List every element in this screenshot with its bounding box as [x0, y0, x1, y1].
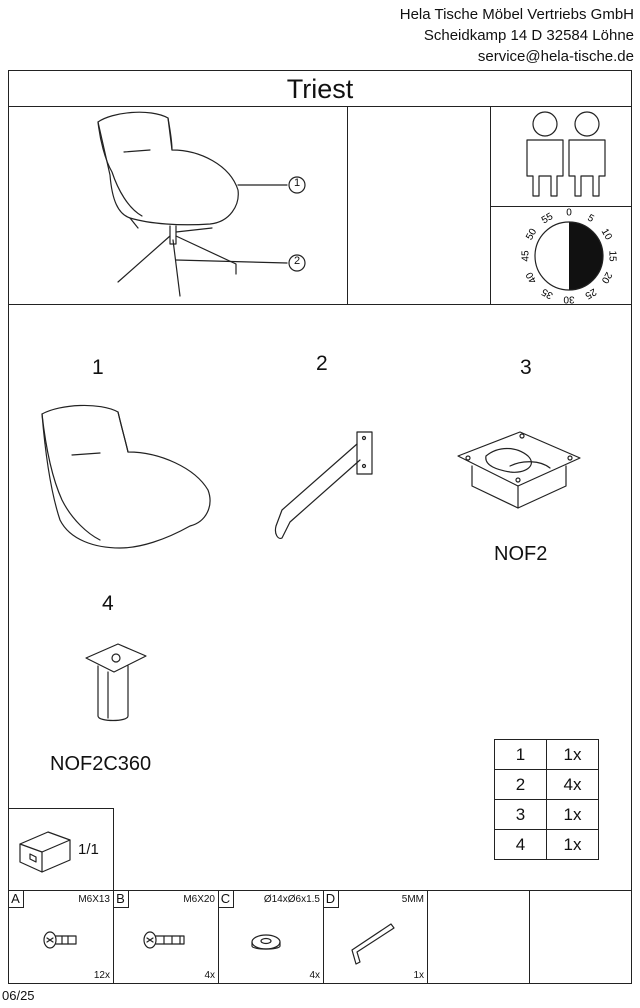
hardware-letter-b: B — [113, 890, 129, 908]
timer-label: 50 — [524, 226, 540, 243]
hardware-spec-c: Ø14xØ6x1.5 — [263, 894, 320, 905]
revision-date: 06/25 — [2, 988, 35, 1003]
company-email: service@hela-tische.de — [477, 48, 634, 65]
bolt-icon — [44, 932, 76, 948]
qty-part: 1 — [495, 740, 547, 770]
qty-part: 3 — [495, 800, 547, 830]
timer-label: 15 — [606, 250, 618, 262]
timer-label: 35 — [539, 285, 556, 301]
timer-label: 40 — [524, 269, 540, 286]
callout-1: 1 — [293, 177, 301, 189]
hardware-spec-a: M6X13 — [78, 894, 110, 905]
product-title: Triest — [286, 74, 354, 104]
timer-label: 45 — [520, 250, 532, 262]
hardware-count-a: 12x — [93, 970, 110, 981]
qty-value: 1x — [547, 800, 599, 830]
part-number-2: 2 — [316, 352, 328, 375]
part-number-1: 1 — [92, 356, 104, 379]
hardware-letter-a: A — [8, 890, 24, 908]
hardware-count-c: 4x — [309, 970, 320, 981]
qty-value: 1x — [547, 740, 599, 770]
qty-part: 2 — [495, 770, 547, 800]
washer-icon — [252, 935, 280, 949]
hardware-letter-d: D — [323, 890, 339, 908]
hardware-spec-b: M6X20 — [183, 894, 215, 905]
part-code-4: NOF2C360 — [50, 753, 152, 775]
part-code-3: NOF2 — [494, 543, 548, 565]
part-number-3: 3 — [520, 356, 532, 379]
hardware-letter-c: C — [218, 890, 234, 908]
qty-value: 4x — [547, 770, 599, 800]
timer-label: 0 — [566, 207, 572, 219]
hardware-count-d: 1x — [413, 970, 424, 981]
timer-label: 55 — [539, 211, 556, 227]
qty-value: 1x — [547, 830, 599, 860]
timer-label: 5 — [585, 212, 596, 225]
box-count: 1/1 — [78, 841, 99, 858]
timer-label: 30 — [563, 293, 575, 305]
hardware-count-b: 4x — [204, 970, 215, 981]
timer-label: 20 — [598, 269, 614, 286]
bolt-icon — [144, 932, 184, 948]
callout-2: 2 — [293, 255, 301, 267]
timer-label: 25 — [582, 285, 599, 301]
company-name: Hela Tische Möbel Vertriebs GmbH — [399, 6, 634, 23]
qty-part: 4 — [495, 830, 547, 860]
allen-key-icon — [352, 924, 394, 964]
timer-label: 10 — [598, 226, 614, 243]
part-number-4: 4 — [102, 592, 114, 615]
company-address: Scheidkamp 14 D 32584 Löhne — [423, 27, 634, 44]
hardware-spec-d: 5MM — [401, 894, 424, 905]
